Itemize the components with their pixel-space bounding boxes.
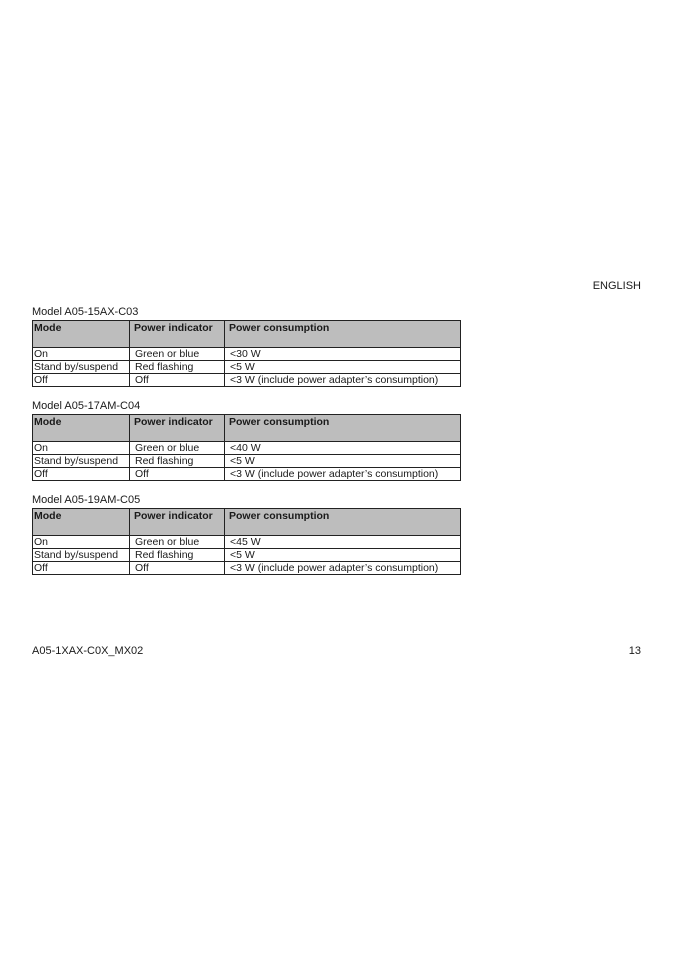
header-power-indicator: Power indicator	[130, 509, 225, 536]
header-power-indicator: Power indicator	[130, 321, 225, 348]
cell-consumption: <3 W (include power adapter’s consumption)	[225, 374, 461, 387]
cell-consumption: <3 W (include power adapter’s consumption)	[225, 562, 461, 575]
cell-mode: Off	[33, 468, 130, 481]
cell-mode: Stand by/suspend	[33, 455, 130, 468]
cell-mode: Stand by/suspend	[33, 549, 130, 562]
table-row	[33, 468, 461, 481]
table-row	[33, 442, 461, 455]
model-section-1	[32, 306, 460, 387]
cell-mode: On	[33, 348, 130, 361]
cell-indicator: Off	[130, 562, 225, 575]
cell-consumption: <3 W (include power adapter’s consumption)	[225, 468, 461, 481]
table-row	[33, 549, 461, 562]
cell-indicator: Red flashing	[130, 549, 225, 562]
table-row	[33, 536, 461, 549]
cell-indicator: Green or blue	[130, 536, 225, 549]
model-title: Model A05-17AM-C04	[32, 400, 141, 412]
header-power-consumption: Power consumption	[225, 415, 461, 442]
language-label: ENGLISH	[592, 280, 641, 292]
cell-consumption: <5 W	[225, 455, 461, 468]
header-power-consumption: Power consumption	[225, 321, 461, 348]
table-row	[33, 374, 461, 387]
power-table	[32, 508, 461, 575]
header-mode: Mode	[33, 321, 130, 348]
cell-consumption: <40 W	[225, 442, 461, 455]
cell-consumption: <45 W	[225, 536, 461, 549]
table-row	[33, 348, 461, 361]
header-power-indicator: Power indicator	[130, 415, 225, 442]
cell-indicator: Off	[130, 468, 225, 481]
page-number: 13	[628, 645, 641, 657]
table-row	[33, 361, 461, 374]
cell-mode: On	[33, 442, 130, 455]
table-header-row	[33, 415, 461, 442]
cell-mode: On	[33, 536, 130, 549]
cell-consumption: <5 W	[225, 361, 461, 374]
table-header-row	[33, 509, 461, 536]
cell-mode: Stand by/suspend	[33, 361, 130, 374]
header-power-consumption: Power consumption	[225, 509, 461, 536]
cell-indicator: Green or blue	[130, 348, 225, 361]
table-row	[33, 455, 461, 468]
cell-consumption: <30 W	[225, 348, 461, 361]
power-table	[32, 414, 461, 481]
cell-indicator: Off	[130, 374, 225, 387]
model-title: Model A05-15AX-C03	[32, 306, 139, 318]
table-row	[33, 562, 461, 575]
model-section-2	[32, 400, 460, 481]
cell-mode: Off	[33, 374, 130, 387]
cell-indicator: Green or blue	[130, 442, 225, 455]
model-section-3	[32, 494, 460, 575]
power-table	[32, 320, 461, 387]
document-code: A05-1XAX-C0X_MX02	[32, 645, 144, 657]
header-mode: Mode	[33, 415, 130, 442]
table-header-row	[33, 321, 461, 348]
cell-indicator: Red flashing	[130, 455, 225, 468]
cell-mode: Off	[33, 562, 130, 575]
model-title: Model A05-19AM-C05	[32, 494, 141, 506]
cell-indicator: Red flashing	[130, 361, 225, 374]
header-mode: Mode	[33, 509, 130, 536]
cell-consumption: <5 W	[225, 549, 461, 562]
